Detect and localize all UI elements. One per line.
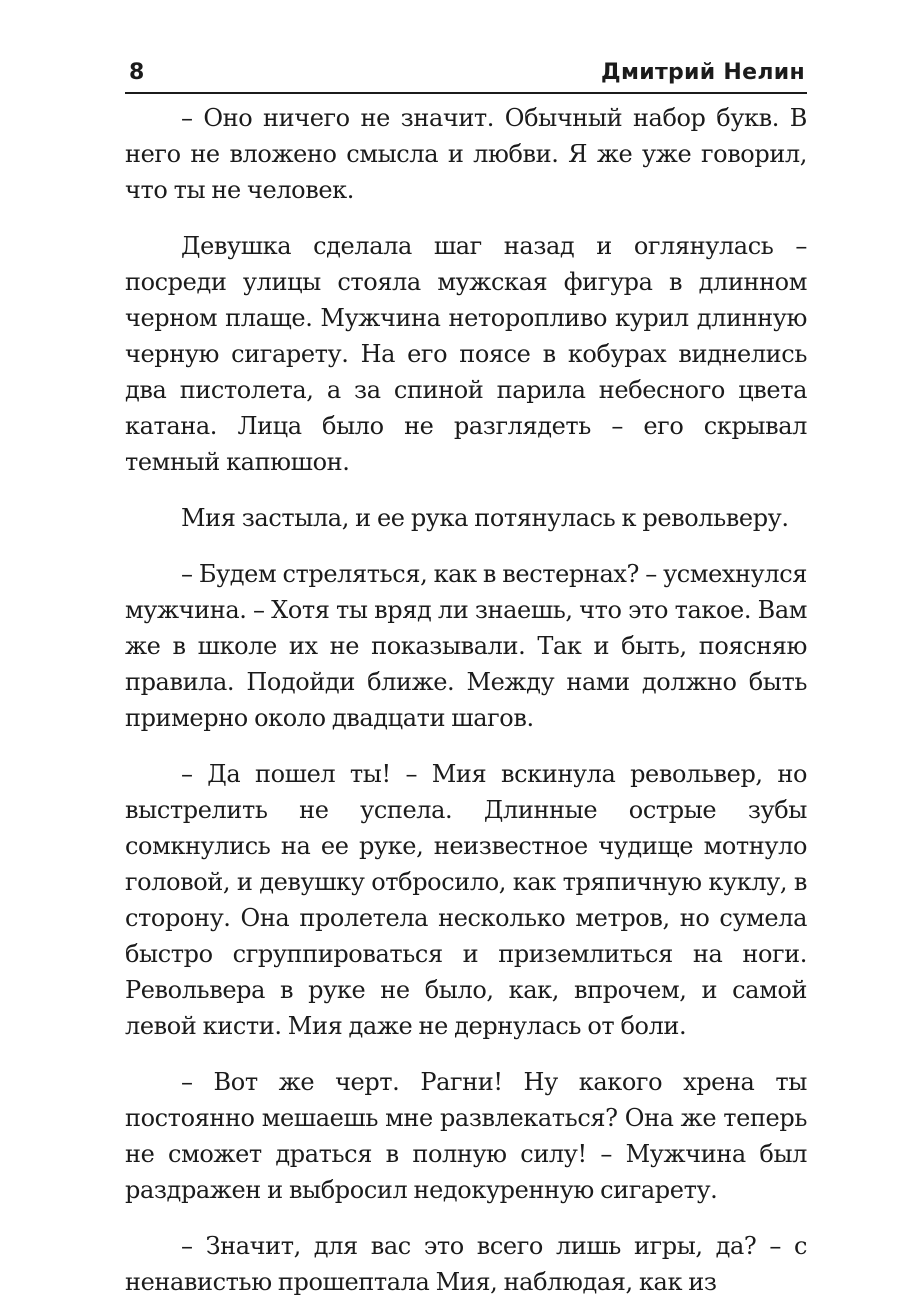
- paragraph: – Да пошел ты! – Мия вскинула револьвер, но выстрелить не успела. Длинные острые зубы сомкнулись на ее руке, неизвестное чудище мотнуло головой, и девушку отбросило, как тряпичную куклу, в сторону. Она пролетела несколько метров, но сумела быстро сгруппироваться и приземлиться на ноги. Револьвера в руке не было, как, впрочем, и самой левой кисти. Мия даже не дернулась от боли.: [125, 760, 807, 1040]
- paragraph: – Вот же черт. Рагни! Ну какого хрена ты постоянно мешаешь мне развлекаться? Она же теперь не сможет драться в полную силу! – Мужчина был раздражен и выбросил недокуренную сигарету.: [125, 1068, 807, 1204]
- paragraph: – Значит, для вас это всего лишь игры, да? – с ненавистью прошептала Мия, наблюдая, как из: [125, 1232, 807, 1296]
- paragraph: Мия застыла, и ее рука потянулась к револьверу.: [181, 504, 789, 532]
- body-text: [125, 100, 807, 1300]
- paragraph: – Оно ничего не значит. Обычный набор букв. В него не вложено смысла и любви. Я же уже говорил, что ты не человек.: [125, 104, 807, 204]
- page-number: 8: [129, 60, 145, 85]
- paragraph: Девушка сделала шаг назад и оглянулась – посреди улицы стояла мужская фигура в длинном черном плаще. Мужчина неторопливо курил длинную черную сигарету. На его поясе в кобурах виднелись два пистолета, а за спиной парила небесного цвета катана. Лица было не разглядеть – его скрывал темный капюшон.: [125, 232, 807, 476]
- author-name: Дмитрий Нелин: [601, 60, 805, 85]
- page-header: [125, 58, 807, 94]
- paragraph: – Будем стреляться, как в вестернах? – усмехнулся мужчина. – Хотя ты вряд ли знаешь, что это такое. Вам же в школе их не показывали. Так и быть, поясняю правила. Подойди ближе. Между нами должно быть примерно около двадцати шагов.: [125, 560, 807, 732]
